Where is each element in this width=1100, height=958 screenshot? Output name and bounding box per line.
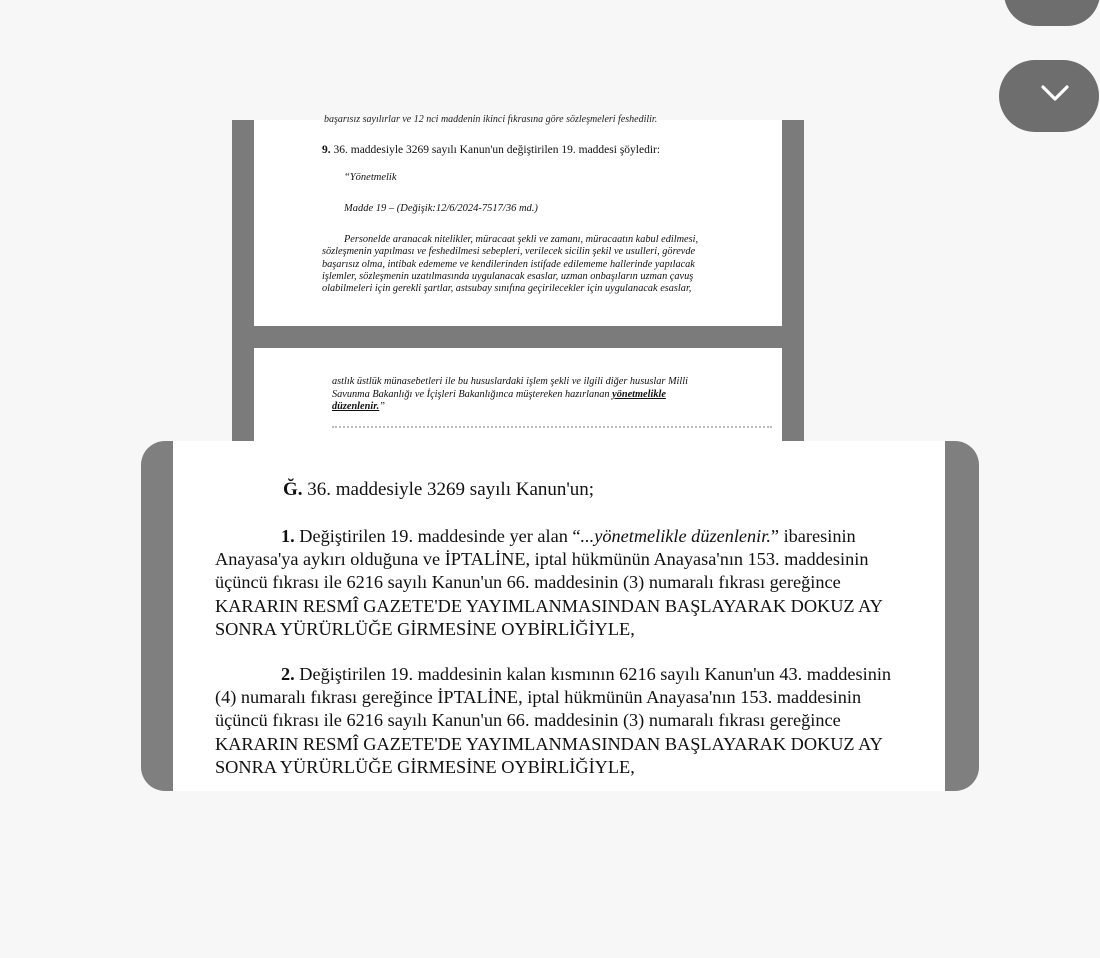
item-number: 2. xyxy=(281,664,295,684)
decision-page xyxy=(173,441,945,791)
law-text-clipping xyxy=(232,114,804,442)
decision-text: ” ibaresinin xyxy=(770,526,856,546)
decision-line xyxy=(215,663,905,686)
article-heading: Madde 19 – (Değişik:12/6/2024-7517/36 md.) xyxy=(344,203,538,214)
item-9-paragraph xyxy=(322,144,772,156)
cut-line-dots xyxy=(332,426,772,432)
decision-line: (4) numaralı fıkrası gereğince İPTALİNE, iptal hükmünün Anayasa'nın 153. maddesinin xyxy=(215,687,862,708)
law-page-top xyxy=(254,114,782,326)
continued-line-3 xyxy=(332,401,772,414)
underlined-phrase: yönetmelikle xyxy=(612,388,666,400)
decision-heading xyxy=(283,479,594,501)
closing-quote: ” xyxy=(379,401,385,412)
item-number: 1. xyxy=(281,526,295,546)
heading-text: 36. maddesiyle 3269 sayılı Kanun'un; xyxy=(302,479,595,500)
top-floating-button[interactable] xyxy=(1004,0,1100,26)
article-body xyxy=(322,234,770,295)
decision-line: SONRA YÜRÜRLÜĞE GİRMESİNE OYBİRLİĞİYLE, xyxy=(215,756,635,777)
decision-line xyxy=(215,525,905,548)
decision-text: Değiştirilen 19. maddesinin kalan kısmının 6216 sayılı Kanun'un 43. maddesinin xyxy=(294,664,892,684)
decision-item-2 xyxy=(215,663,905,779)
decision-line: KARARIN RESMÎ GAZETE'DE YAYIMLANMASINDAN BAŞLAYARAK DOKUZ AY xyxy=(215,595,883,616)
quote-title: “Yönetmelik xyxy=(344,172,397,183)
heading-letter: Ğ. xyxy=(283,479,303,500)
article-body-line: başarısız olma, intibak edememe ve kendilerinden istifade edilememe hallerinde yapılacak xyxy=(322,258,695,270)
law-page-continuation xyxy=(254,348,782,448)
decision-text: Değiştirilen 19. maddesinde yer alan “ xyxy=(294,526,581,546)
decision-line: üçüncü fıkrası ile 6216 sayılı Kanun'un 66. maddesinin (3) numaralı fıkrası gereğince xyxy=(215,572,841,593)
continued-line-1: astlık üstlük münasebetleri ile bu hususlardaki işlem şekli ve ilgili diğer hususlar Milli xyxy=(332,376,688,387)
court-decision-clipping xyxy=(141,441,979,791)
continued-line-2-text: Savunma Bakanlığı ve İçişleri Bakanlığınca müştereken hazırlanan xyxy=(332,388,613,400)
decision-line: üçüncü fıkrası ile 6216 sayılı Kanun'un 66. maddesinin (3) numaralı fıkrası gereğince xyxy=(215,710,841,731)
article-body-line: sözleşmenin yapılması ve feshedilmesi sebepleri, verilecek sicilin şekil ve usulleri, görevde xyxy=(322,246,696,258)
chevron-down-icon xyxy=(1041,84,1069,102)
decision-line: KARARIN RESMÎ GAZETE'DE YAYIMLANMASINDAN BAŞLAYARAK DOKUZ AY xyxy=(215,733,883,754)
decision-line: SONRA YÜRÜRLÜĞE GİRMESİNE OYBİRLİĞİYLE, xyxy=(215,618,635,639)
article-body-line: olabilmeleri için gerekli şartlar, astsubay sınıfına geçirilecekler için uygulanacak esaslar, xyxy=(322,283,692,295)
cut-line-text: başarısız sayılırlar ve 12 nci maddenin ikinci fıkrasına göre sözleşmeleri feshedilir. xyxy=(324,114,658,125)
decision-item-1 xyxy=(215,525,905,641)
article-body-line: işlemler, sözleşmenin uzatılmasında uygulanacak esaslar, uzman onbaşıların uzman çavuş xyxy=(322,270,694,282)
continued-line-2 xyxy=(332,389,772,402)
decision-line: Anayasa'ya aykırı olduğuna ve İPTALİNE, iptal hükmünün Anayasa'nın 153. maddesinin xyxy=(215,549,869,570)
item-9-number: 9. xyxy=(322,144,331,156)
article-body-continued xyxy=(332,376,772,414)
quoted-phrase: ...yönetmelikle düzenlenir. xyxy=(580,526,771,546)
underlined-phrase: düzenlenir. xyxy=(332,401,380,412)
item-9-text: 36. maddesiyle 3269 sayılı Kanun'un değiştirilen 19. maddesi şöyledir: xyxy=(330,144,661,156)
scroll-down-button[interactable] xyxy=(999,60,1099,132)
article-body-line: Personelde aranacak nitelikler, müracaat şekli ve zamanı, müracaatın kabul edilmesi, xyxy=(344,234,699,245)
